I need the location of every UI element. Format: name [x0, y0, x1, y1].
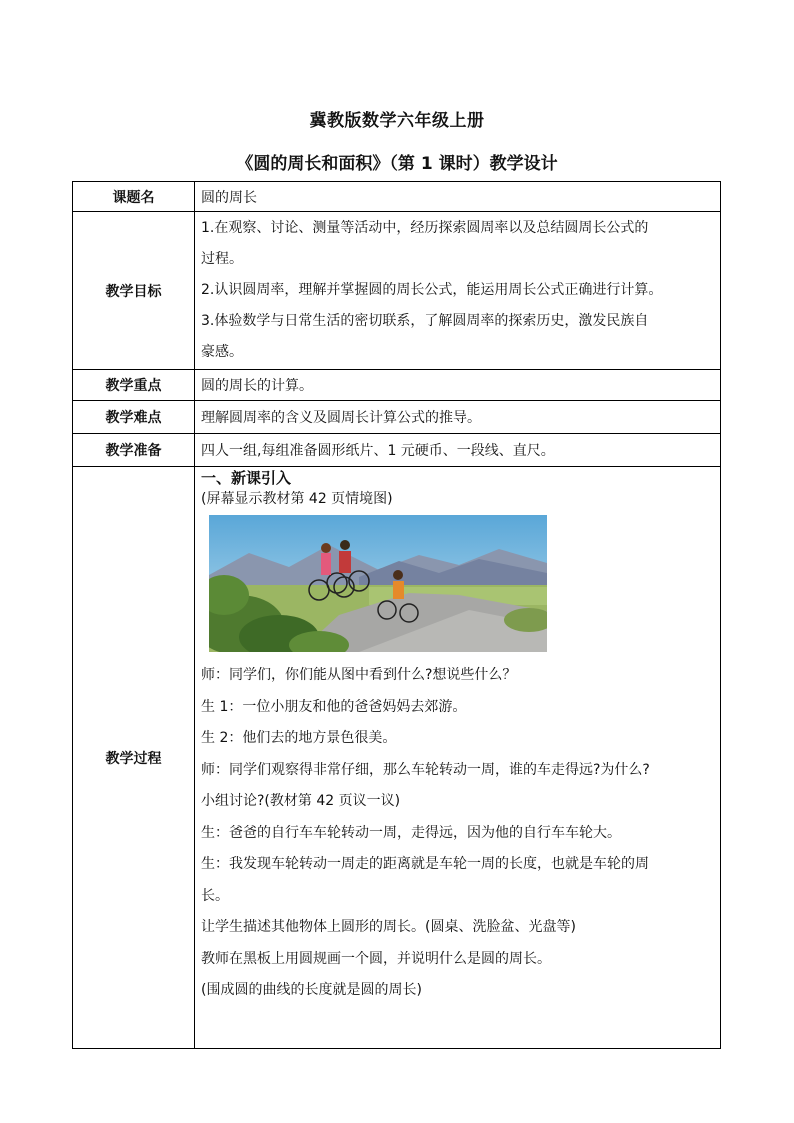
dialogue-line: 生 2：他们去的地方景色很美。	[201, 730, 397, 746]
document-title: 冀教版数学六年级上册	[309, 111, 485, 131]
dialogue-line: 教师在黑板上用圆规画一个圆，并说明什么是圆的周长。	[201, 950, 551, 967]
dialogue-line: 小组讨论?(教材第 42 页议一议)	[201, 793, 401, 809]
goal-line: 过程。	[201, 251, 243, 267]
dialogue-line: 生：爸爸的自行车车轮转动一周，走得远，因为他的自行车车轮大。	[201, 824, 621, 841]
goal-line: 2.认识圆周率，理解并掌握圆的周长公式，能运用周长公式正确进行计算。	[201, 282, 663, 298]
topic-label: 课题名	[73, 182, 195, 212]
dialogue-line: 让学生描述其他物体上圆形的周长。(圆桌、洗脸盆、光盘等)	[201, 919, 576, 935]
preparation-label: 教学准备	[73, 434, 195, 467]
dialogue-line: (围成圆的曲线的长度就是圆的周长)	[201, 982, 422, 998]
preparation-value: 四人一组,每组准备圆形纸片、1 元硬币、一段线、直尺。	[195, 434, 721, 467]
topic-value: 圆的周长	[195, 182, 721, 212]
goals-label: 教学目标	[73, 212, 195, 370]
difficulty-label: 教学难点	[73, 401, 195, 434]
difficulty-value: 理解圆周率的含义及圆周长计算公式的推导。	[195, 401, 721, 434]
row-difficulty	[73, 401, 721, 434]
dialogue-line: 长。	[201, 887, 229, 904]
row-goals	[73, 212, 721, 370]
process-content	[195, 467, 721, 1049]
bicycle-scene-illustration	[209, 515, 547, 652]
dialogue-line: 师：同学们，你们能从图中看到什么?想说些什么？	[201, 667, 517, 683]
key-point-label: 教学重点	[73, 370, 195, 401]
row-key-point	[73, 370, 721, 401]
process-label: 教学过程	[73, 467, 195, 1049]
row-process	[73, 467, 721, 1049]
section-heading: 一、新课引入	[201, 469, 292, 487]
goal-line: 1.在观察、讨论、测量等活动中，经历探索圆周率以及总结圆周长公式的	[201, 220, 649, 236]
goal-line: 豪感。	[201, 344, 243, 360]
goals-content	[195, 212, 721, 370]
dialogue-line: 师：同学们观察得非常仔细，那么车轮转动一周，谁的车走得远?为什么?	[201, 761, 650, 778]
screen-note: (屏幕显示教材第 42 页情境图)	[201, 491, 393, 507]
goal-line: 3.体验数学与日常生活的密切联系，了解圆周率的探索历史，激发民族自	[201, 313, 649, 329]
key-point-value: 圆的周长的计算。	[195, 370, 721, 401]
row-preparation	[73, 434, 721, 467]
row-topic	[73, 182, 721, 212]
lesson-plan-table	[72, 181, 721, 1049]
document-subtitle: 《圆的周长和面积》（第 1 课时）教学设计	[236, 154, 558, 174]
dialogue-line: 生 1：一位小朋友和他的爸爸妈妈去郊游。	[201, 698, 467, 715]
dialogue-line: 生：我发现车轮转动一周走的距离就是车轮一周的长度，也就是车轮的周	[201, 856, 649, 872]
